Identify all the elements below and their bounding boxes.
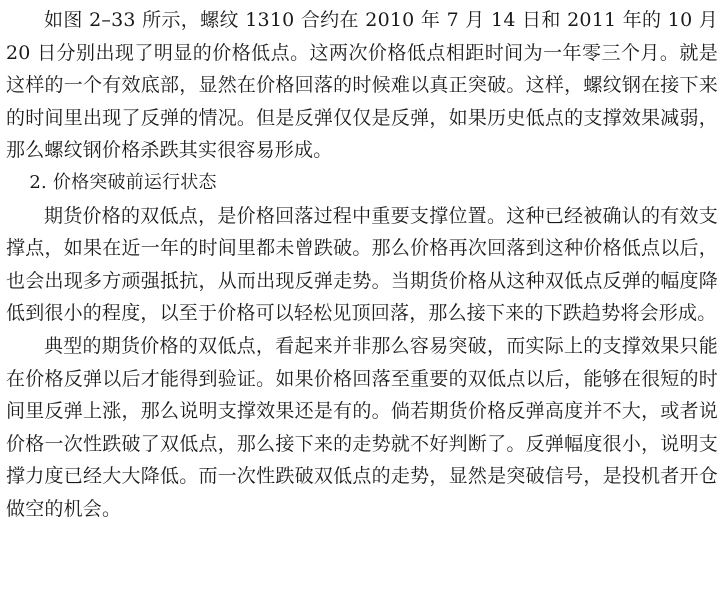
paragraph-rebar-contract-lows: 如图 2–33 所示，螺纹 1310 合约在 2010 年 7 月 14 日和 2011 年的 10 月 20 日分别出现了明显的价格低点。这两次价格低点相距时间为一年零三个月。就是这样的一个有效底部，显然在价格回落的时候难以真正突破。这样，螺纹钢在接下来的时间里出现了反弹的情况。但是反弹仅仅是反弹，如果历史低点的支撑效果减弱，那么螺纹钢价格杀跌其实很容易形成。 <box>6 9 718 162</box>
paragraph-typical-double-low: 典型的期货价格的双低点，看起来并非那么容易突破，而实际上的支撑效果只能在价格反弹以后才能得到验证。如果价格回落至重要的双低点以后，能够在很短的时间里反弹上涨，那么说明支撑效果还是有的。倘若期货价格反弹高度并不大，或者说价格一次性跌破了双低点，那么接下来的走势就不好判断了。反弹幅度很小，说明支撑力度已经大大降低。而一次性跌破双低点的走势，显然是突破信号，是投机者开仓做空的机会。 <box>6 334 718 520</box>
section-heading-price-before-breakout: 2. 价格突破前运行状态 <box>29 171 217 193</box>
paragraph-double-low-support: 期货价格的双低点，是价格回落过程中重要支撑位置。这种已经被确认的有效支撑点，如果在近一年的时间里都未曾跌破。那么价格再次回落到这种价格低点以后，也会出现多方顽强抵抗，从而出现反弹走势。当期货价格从这种双低点反弹的幅度降低到很小的程度，以至于价格可以轻松见顶回落，那么接下来的下跌趋势将会形成。 <box>6 204 718 325</box>
